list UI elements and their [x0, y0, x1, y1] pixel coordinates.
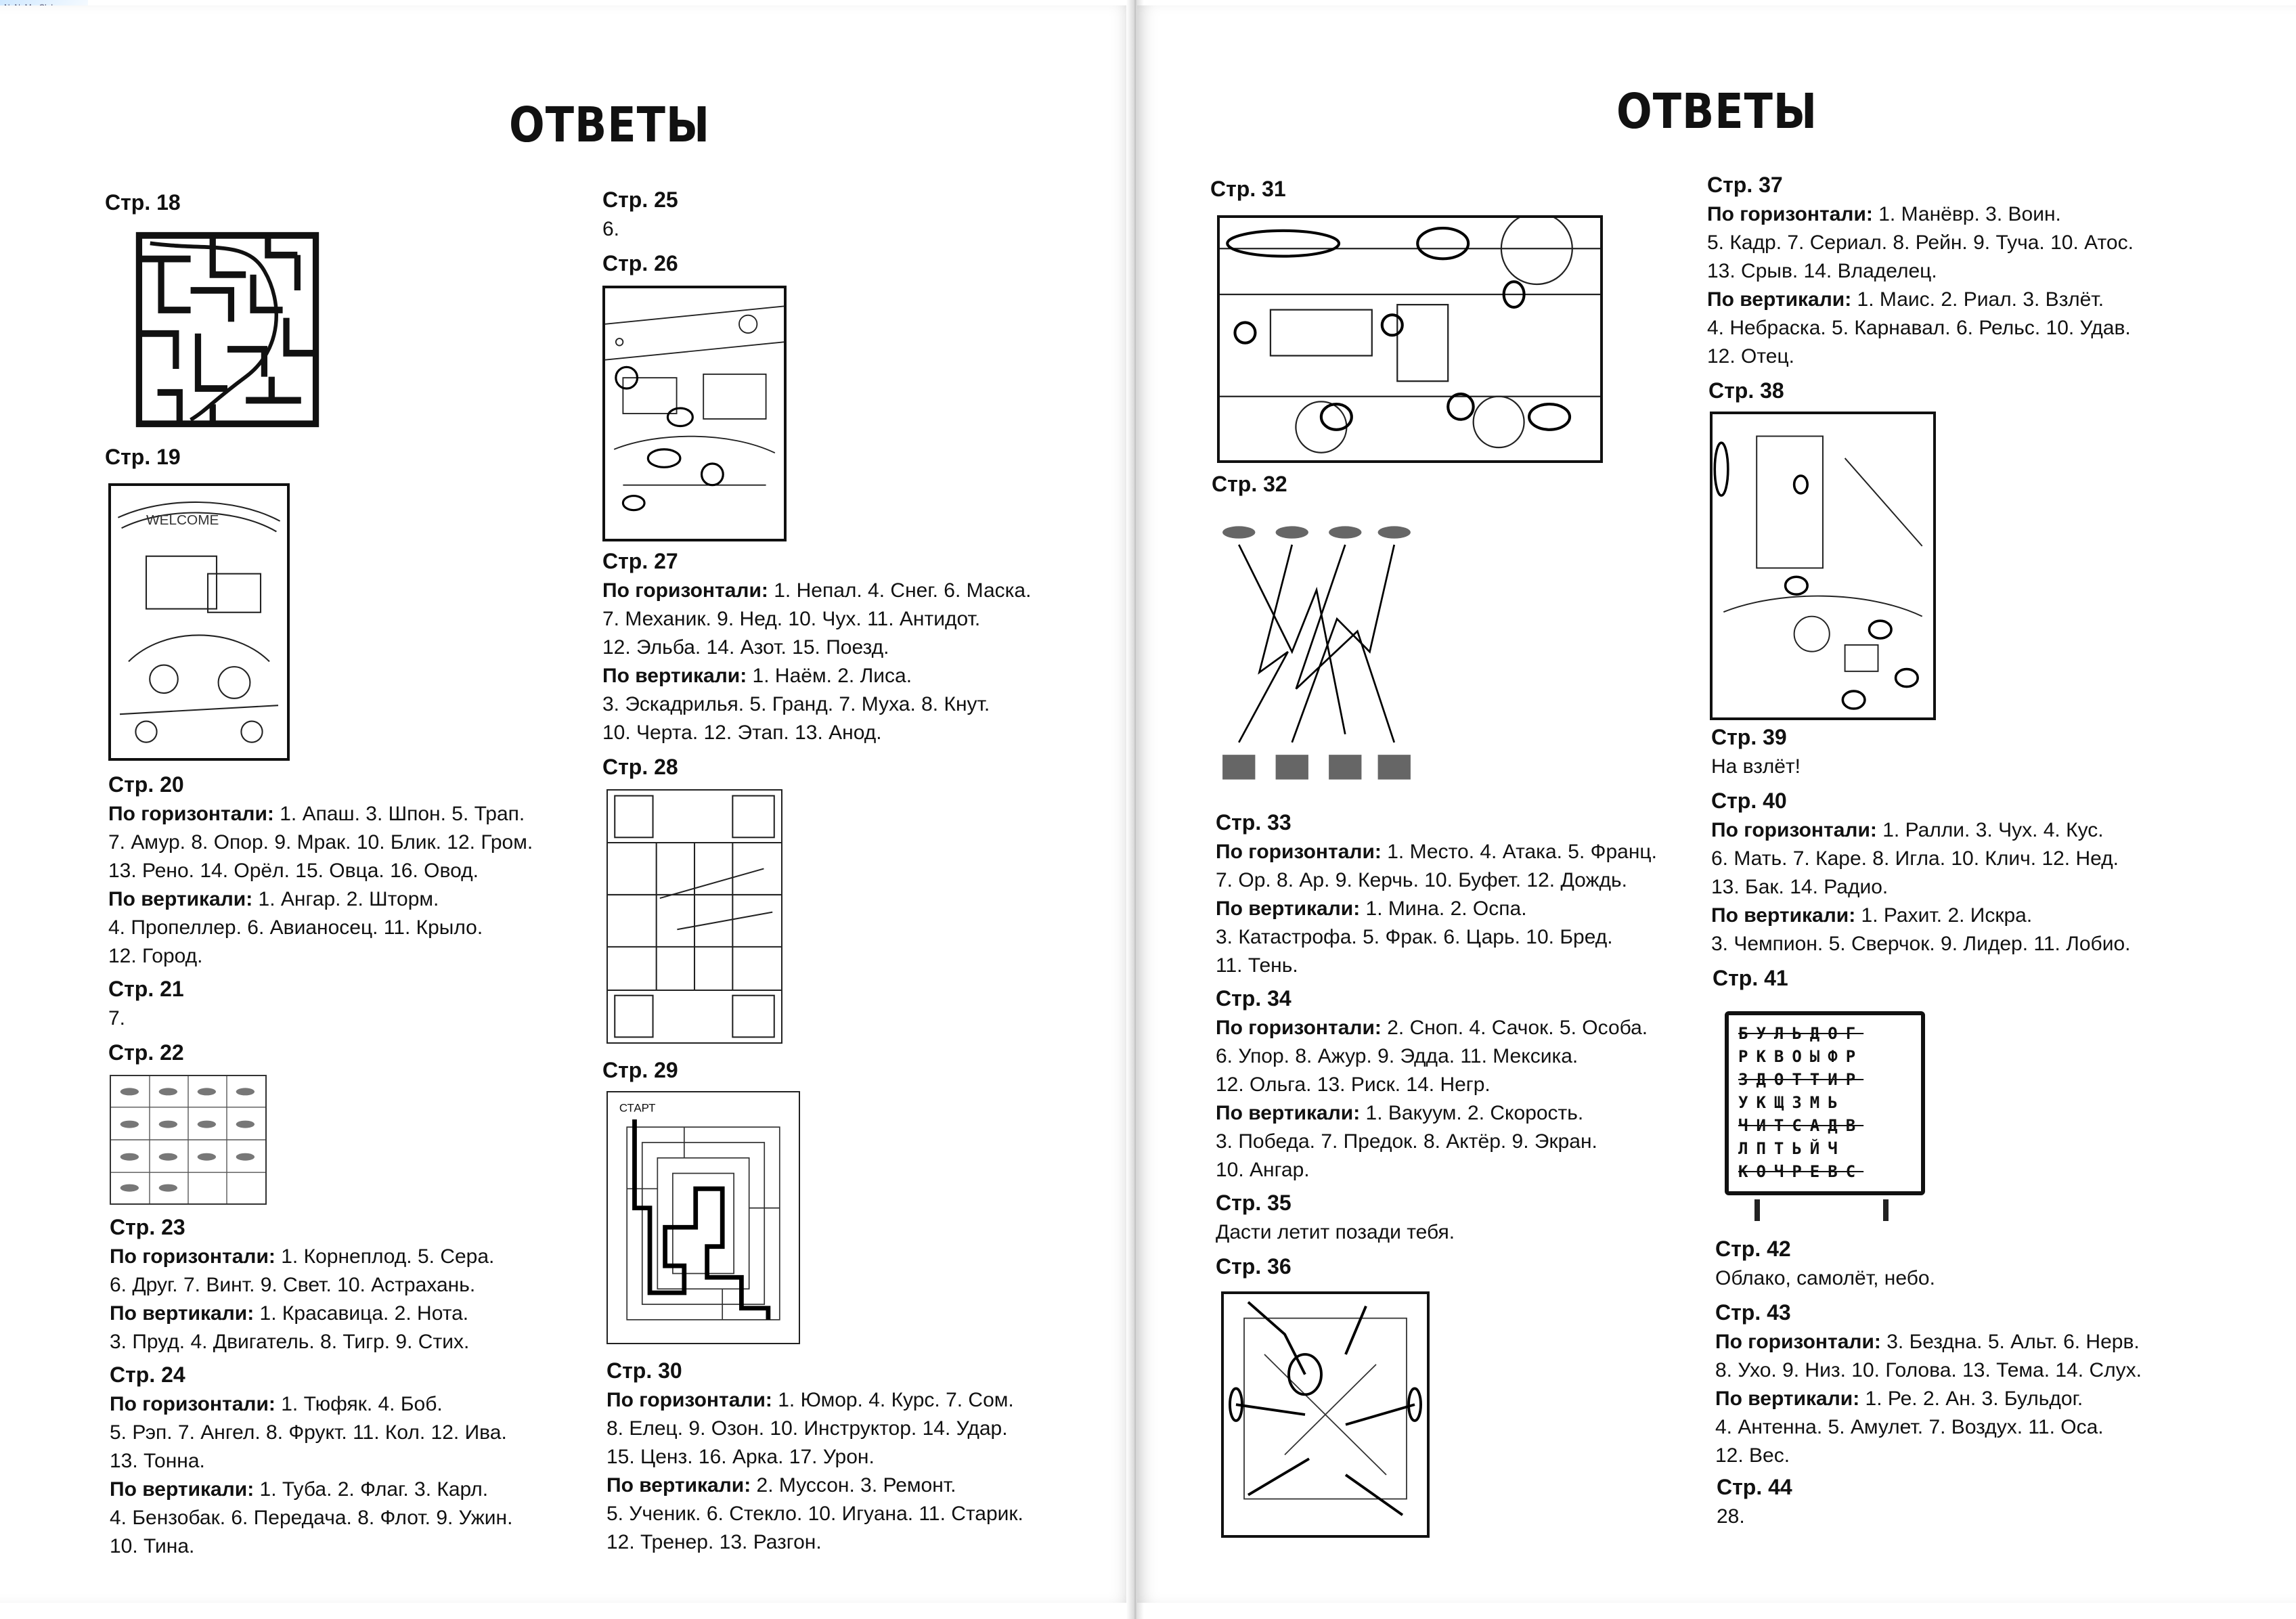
- section-30: [606, 1356, 1023, 1557]
- airport-tower-image: [1710, 412, 1936, 720]
- section-header: Стр. 18: [105, 190, 181, 215]
- answer-text: 10. Тина.: [110, 1535, 195, 1557]
- answer-text: 7. Амур. 8. Опор. 9. Мрак. 10. Блик. 12. Гром.: [108, 831, 533, 853]
- answer-label: По вертикали:: [1216, 1102, 1361, 1124]
- section-27: [602, 547, 1031, 747]
- answer-text: 6. Упор. 8. Ажур. 9. Эдда. 11. Мексика.: [1216, 1045, 1578, 1067]
- section-26: [602, 249, 678, 279]
- answer-line: [602, 690, 1031, 719]
- answer-text: 1. Вакуум. 2. Скорость.: [1360, 1102, 1584, 1124]
- answer-label: По горизонтали:: [110, 1245, 275, 1268]
- answer-line: [110, 1328, 494, 1356]
- section-header: Стр. 24: [110, 1362, 185, 1387]
- answer-text: 8. Ухо. 9. Низ. 10. Голова. 13. Тема. 14. Слух.: [1715, 1359, 2142, 1381]
- section-header: Стр. 43: [1715, 1300, 1791, 1325]
- answer-line: [108, 800, 533, 828]
- answer-line: [1711, 902, 2131, 930]
- answer-label: По вертикали:: [1707, 288, 1852, 311]
- puzzle-pieces-image: [606, 789, 782, 1044]
- answer-label: По вертикали:: [110, 1302, 255, 1325]
- word-search-row: КОЧРЕВС: [1738, 1162, 1864, 1181]
- answer-line: [602, 577, 1031, 605]
- answer-text: 7.: [108, 1007, 126, 1029]
- answer-label: По вертикали:: [108, 888, 253, 910]
- answer-line: [1216, 923, 1657, 952]
- section-28: [602, 753, 678, 782]
- answer-line: [1707, 286, 2134, 314]
- matching-lines-image: [1214, 508, 1419, 796]
- answer-text: 2. Муссон. 3. Ремонт.: [751, 1474, 956, 1496]
- answer-line: [1216, 1218, 1455, 1247]
- answer-line: [110, 1390, 512, 1419]
- section-header: Стр. 34: [1216, 986, 1292, 1011]
- answer-text: 6. Мать. 7. Каре. 8. Игла. 10. Клич. 12. Нед.: [1711, 847, 2119, 870]
- answer-text: 4. Пропеллер. 6. Авианосец. 11. Крыло.: [108, 916, 483, 939]
- answer-text: 10. Черта. 12. Этап. 13. Анод.: [602, 722, 882, 744]
- answer-text: 12. Эльба. 14. Азот. 15. Поезд.: [602, 636, 889, 659]
- section-header: Стр. 39: [1711, 725, 1787, 749]
- answer-line: [110, 1504, 512, 1532]
- right-page-title: ОТВЕТЫ: [1616, 83, 1818, 140]
- answer-text: 13. Тонна.: [110, 1450, 205, 1472]
- section-header: Стр. 19: [105, 445, 181, 469]
- answer-line: [108, 828, 533, 857]
- answer-line: [1707, 257, 2134, 286]
- answer-line: [606, 1443, 1023, 1471]
- section-42: [1715, 1235, 1935, 1293]
- answer-text: 6.: [602, 218, 620, 240]
- answer-line: [1216, 895, 1657, 923]
- answer-text: 1. Апаш. 3. Шпон. 5. Трап.: [273, 803, 525, 825]
- section-header: Стр. 36: [1216, 1254, 1292, 1279]
- planes-grid-image: [110, 1075, 267, 1205]
- section-19: [105, 443, 181, 472]
- answer-line: [108, 942, 533, 971]
- answer-label: По вертикали:: [1715, 1388, 1860, 1410]
- welcome-airfield-image: [108, 483, 290, 761]
- answer-line: [1715, 1328, 2142, 1356]
- answer-label: По горизонтали:: [1711, 819, 1877, 841]
- answer-text: 3. Пруд. 4. Двигатель. 8. Тигр. 9. Стих.: [110, 1331, 470, 1353]
- answer-text: 1. Мина. 2. Оспа.: [1360, 897, 1527, 920]
- answer-text: На взлёт!: [1711, 755, 1801, 778]
- answer-label: По горизонтали:: [108, 803, 274, 825]
- answer-label: По вертикали:: [1216, 897, 1361, 920]
- answer-text: 1. Непал. 4. Снег. 6. Маска.: [768, 579, 1032, 602]
- answer-text: 5. Ученик. 6. Стекло. 10. Игуана. 11. Старик.: [606, 1503, 1023, 1525]
- answer-text: 11. Тень.: [1216, 954, 1298, 977]
- section-35: [1216, 1189, 1455, 1247]
- answer-line: [1711, 930, 2131, 958]
- answer-text: 1. Маис. 2. Риал. 3. Взлёт.: [1851, 288, 2104, 311]
- section-39: [1711, 723, 1801, 781]
- answer-text: 8. Елец. 9. Озон. 10. Инструктор. 14. Удар.: [606, 1417, 1008, 1440]
- section-18: [105, 188, 181, 218]
- right-page: [1137, 5, 2296, 1603]
- answer-text: 13. Срыв. 14. Владелец.: [1707, 260, 1937, 282]
- section-header: Стр. 26: [602, 251, 678, 275]
- section-40: [1711, 786, 2131, 958]
- answer-line: [1711, 845, 2131, 873]
- airfield-differences-image: [602, 286, 787, 541]
- section-34: [1216, 984, 1648, 1184]
- answer-line: [1216, 952, 1657, 980]
- answer-line: [108, 914, 533, 942]
- answer-text: 1. Наём. 2. Лиса.: [747, 665, 912, 687]
- answer-text: 4. Антенна. 5. Амулет. 7. Воздух. 11. Оса.: [1715, 1416, 2104, 1438]
- answer-text: 4. Бензобак. 6. Передача. 8. Флот. 9. Ужин.: [110, 1507, 513, 1529]
- answer-text: 2. Сноп. 4. Сачок. 5. Особа.: [1381, 1017, 1648, 1039]
- answer-line: [108, 885, 533, 914]
- answer-line: [602, 605, 1031, 634]
- answer-line: [1715, 1385, 2142, 1413]
- section-header: Стр. 27: [602, 549, 678, 573]
- word-search-board: [1725, 1011, 1925, 1195]
- answer-text: 1. Красавица. 2. Нота.: [254, 1302, 469, 1325]
- answer-text: 6. Друг. 7. Винт. 9. Свет. 10. Астрахань.: [110, 1274, 476, 1296]
- section-38: [1708, 376, 1784, 406]
- section-21: [108, 975, 184, 1033]
- answer-line: [1715, 1442, 2142, 1470]
- answer-label: По горизонтали:: [1216, 1017, 1382, 1039]
- section-44: [1717, 1473, 1792, 1531]
- answer-text: 1. Ангар. 2. Шторм.: [252, 888, 439, 910]
- section-header: Стр. 37: [1707, 173, 1783, 197]
- answer-line: [602, 215, 678, 244]
- left-page: [0, 5, 1132, 1603]
- word-search-row: ЛПТЬЙЧ: [1738, 1139, 1846, 1158]
- answer-line: [1715, 1413, 2142, 1442]
- section-header: Стр. 38: [1708, 378, 1784, 403]
- answer-line: [110, 1447, 512, 1476]
- answer-label: По горизонтали:: [110, 1393, 275, 1415]
- answer-line: [606, 1386, 1023, 1415]
- section-header: Стр. 44: [1717, 1475, 1792, 1499]
- answer-line: [1216, 1156, 1648, 1184]
- section-header: Стр. 40: [1711, 789, 1787, 813]
- answer-line: [110, 1271, 494, 1300]
- answer-line: [1216, 838, 1657, 866]
- answer-line: [1707, 229, 2134, 257]
- answer-line: [606, 1471, 1023, 1500]
- section-header: Стр. 35: [1216, 1191, 1292, 1215]
- answer-line: [1216, 1099, 1648, 1128]
- answer-text: 1. Юмор. 4. Курс. 7. Сом.: [772, 1389, 1014, 1411]
- svg-text:WELCOME: WELCOME: [146, 512, 219, 529]
- answer-label: По вертикали:: [602, 665, 747, 687]
- puzzle-lines-image: [1221, 1291, 1430, 1538]
- section-32: [1212, 470, 1287, 500]
- answer-line: [110, 1419, 512, 1447]
- answer-line: [1707, 314, 2134, 342]
- answer-text: 28.: [1717, 1505, 1745, 1528]
- answer-text: 3. Победа. 7. Предок. 8. Актёр. 9. Экран.: [1216, 1130, 1597, 1153]
- section-header: Стр. 23: [110, 1215, 185, 1239]
- answer-text: 13. Бак. 14. Радио.: [1711, 876, 1889, 898]
- section-header: Стр. 33: [1216, 810, 1292, 835]
- answer-label: По вертикали:: [110, 1478, 255, 1501]
- section-header: Стр. 25: [602, 187, 678, 212]
- answer-text: 1. Рахит. 2. Искра.: [1855, 904, 2033, 927]
- answer-text: 4. Небраска. 5. Карнавал. 6. Рельс. 10. Удав.: [1707, 317, 2131, 339]
- answer-label: По вертикали:: [606, 1474, 751, 1496]
- answer-text: 12. Город.: [108, 945, 203, 967]
- answer-line: [1216, 1042, 1648, 1071]
- section-43: [1715, 1298, 2142, 1470]
- answer-line: [110, 1300, 494, 1328]
- answer-text: 12. Отец.: [1707, 345, 1794, 368]
- answer-line: [108, 857, 533, 885]
- answer-label: По горизонтали:: [602, 579, 768, 602]
- answer-label: По горизонтали:: [1707, 203, 1873, 225]
- word-search-row: ЧИТСАДВ: [1738, 1116, 1864, 1135]
- sign-post: [1754, 1199, 1760, 1221]
- answer-line: [1707, 342, 2134, 371]
- section-header: Стр. 20: [108, 772, 184, 797]
- section-header: Стр. 31: [1210, 177, 1286, 201]
- answer-text: 5. Рэп. 7. Ангел. 8. Фрукт. 11. Кол. 12. Ива.: [110, 1421, 507, 1444]
- answer-line: [1711, 873, 2131, 902]
- answer-line: [1715, 1264, 1935, 1293]
- word-search-row: БУЛЬДОГ: [1738, 1024, 1864, 1043]
- section-36: [1216, 1252, 1292, 1282]
- answer-text: 1. Ралли. 3. Чух. 4. Кус.: [1876, 819, 2104, 841]
- section-22: [108, 1038, 184, 1068]
- answer-text: 3. Эскадрилья. 5. Гранд. 7. Муха. 8. Кнут.: [602, 693, 990, 715]
- answer-line: [606, 1528, 1023, 1557]
- answer-text: 3. Катастрофа. 5. Фрак. 6. Царь. 10. Бред.: [1216, 926, 1613, 948]
- svg-text:СТАРТ: СТАРТ: [619, 1101, 656, 1115]
- sign-post: [1883, 1199, 1889, 1221]
- answer-label: По горизонтали:: [1216, 841, 1382, 863]
- answer-line: [110, 1532, 512, 1561]
- answer-line: [1711, 816, 2131, 845]
- answer-line: [602, 719, 1031, 747]
- section-header: Стр. 21: [108, 977, 184, 1001]
- answer-text: 7. Ор. 8. Ар. 9. Керчь. 10. Буфет. 12. Дождь.: [1216, 869, 1627, 891]
- section-20: [108, 770, 533, 971]
- section-41: [1713, 964, 1788, 994]
- answer-line: [1715, 1356, 2142, 1385]
- section-header: Стр. 22: [108, 1040, 184, 1065]
- section-31: [1210, 175, 1286, 204]
- answer-text: 13. Рено. 14. Орёл. 15. Овца. 16. Овод.: [108, 860, 479, 882]
- section-header: Стр. 30: [606, 1358, 682, 1383]
- answer-text: 7. Механик. 9. Нед. 10. Чух. 11. Антидот.: [602, 608, 981, 630]
- section-37: [1707, 171, 2134, 371]
- cafe-differences-image: [1217, 215, 1603, 463]
- section-23: [110, 1213, 494, 1356]
- answer-line: [110, 1476, 512, 1504]
- answer-text: 1. Ре. 2. Ан. 3. Бульдог.: [1859, 1388, 2083, 1410]
- answer-text: 1. Тюфяк. 4. Боб.: [275, 1393, 443, 1415]
- answer-text: 1. Корнеплод. 5. Сера.: [275, 1245, 495, 1268]
- answer-line: [1216, 1128, 1648, 1156]
- section-header: Стр. 41: [1713, 966, 1788, 990]
- section-header: Стр. 28: [602, 755, 678, 779]
- answer-label: По горизонтали:: [1715, 1331, 1881, 1353]
- section-33: [1216, 808, 1657, 980]
- answer-text: 3. Бездна. 5. Альт. 6. Нерв.: [1880, 1331, 2140, 1353]
- word-search-row: УКЩЗМЬ: [1738, 1093, 1846, 1112]
- start-maze-image: [606, 1091, 800, 1344]
- answer-label: По горизонтали:: [606, 1389, 772, 1411]
- section-24: [110, 1360, 512, 1561]
- answer-line: [108, 1004, 184, 1033]
- answer-line: [606, 1415, 1023, 1443]
- answer-line: [602, 662, 1031, 690]
- word-search-row: РКВОЫФР: [1738, 1047, 1864, 1066]
- answer-text: 3. Чемпион. 5. Сверчок. 9. Лидер. 11. Лобио.: [1711, 933, 2131, 955]
- answer-text: Облако, самолёт, небо.: [1715, 1267, 1935, 1289]
- answer-text: 10. Ангар.: [1216, 1159, 1310, 1181]
- answer-line: [1717, 1503, 1792, 1531]
- answer-text: 1. Туба. 2. Флаг. 3. Карл.: [254, 1478, 489, 1501]
- answer-line: [1707, 200, 2134, 229]
- word-search-row: ЗДОТТИР: [1738, 1070, 1864, 1089]
- section-header: Стр. 32: [1212, 472, 1287, 496]
- answer-text: 5. Кадр. 7. Сериал. 8. Рейн. 9. Туча. 10. Атос.: [1707, 231, 2134, 254]
- answer-text: Дасти летит позади тебя.: [1216, 1221, 1455, 1243]
- answer-line: [602, 634, 1031, 662]
- answer-line: [1711, 753, 1801, 781]
- answer-line: [606, 1500, 1023, 1528]
- left-page-title: ОТВЕТЫ: [509, 96, 711, 154]
- answer-label: По вертикали:: [1711, 904, 1856, 927]
- section-header: Стр. 29: [602, 1058, 678, 1082]
- section-25: [602, 185, 678, 244]
- answer-text: 12. Ольга. 13. Риск. 14. Негр.: [1216, 1073, 1491, 1096]
- answer-line: [1216, 1014, 1648, 1042]
- answer-line: [1216, 866, 1657, 895]
- section-header: Стр. 42: [1715, 1237, 1791, 1261]
- answer-text: 15. Ценз. 16. Арка. 17. Урон.: [606, 1446, 875, 1468]
- answer-text: 12. Тренер. 13. Разгон.: [606, 1531, 822, 1553]
- section-29: [602, 1056, 678, 1086]
- answer-text: 1. Манёвр. 3. Воин.: [1872, 203, 2061, 225]
- maze-answer-image: [135, 231, 319, 428]
- answer-text: 1. Место. 4. Атака. 5. Франц.: [1381, 841, 1657, 863]
- answer-line: [110, 1243, 494, 1271]
- answer-line: [1216, 1071, 1648, 1099]
- answer-text: 12. Вес.: [1715, 1444, 1790, 1467]
- word-search-image: [1714, 999, 1941, 1221]
